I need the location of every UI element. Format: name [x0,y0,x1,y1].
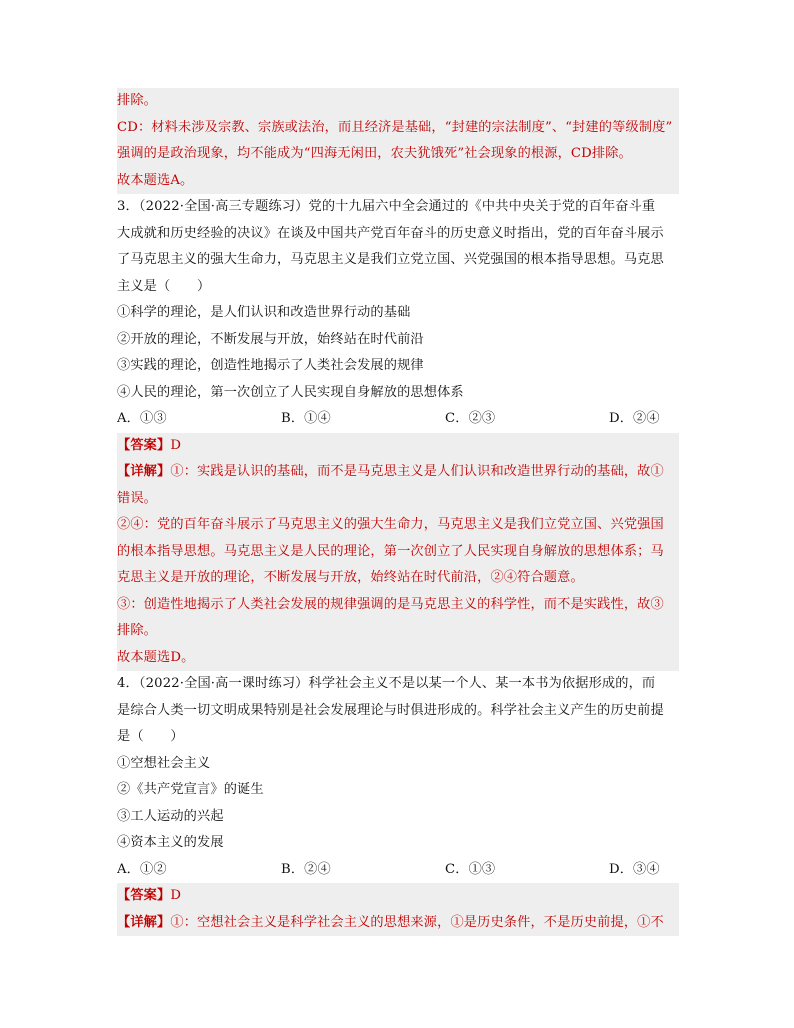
question-4 [117,671,679,936]
explanation-line: 排除。 [117,88,679,115]
detail-text: ①：空想社会主义是科学社会主义的思想来源，①是历史条件，不是历史前提，①不 [170,914,664,930]
detail-line: ②④：党的百年奋斗展示了马克思主义的强大生命力，马克思主义是我们立党立国、兴党强国 [117,512,679,539]
detail-text: ①：实践是认识的基础，而不是马克思主义是人们认识和改造世界行动的基础，故① [170,464,664,479]
answer-label: 【答案】 [117,888,171,903]
statement-item: ①空想社会主义 [117,755,211,771]
option-a: A．①② [117,861,167,877]
prev-explanation [117,88,679,194]
answer-options [117,406,679,433]
statement-item: ②《共产党宣言》的诞生 [117,782,264,797]
explanation-line: CD：材料未涉及宗教、宗族或法治，而且经济是基础，“封建的宗法制度”、“封建的等级制度” [117,115,679,142]
question-stem-line: 大成就和历史经验的决议》在谈及中国共产党百年奋斗的历史意义时指出，党的百年奋斗展示 [117,225,664,241]
option-c: C．①③ [445,861,496,877]
statement-item: ③工人运动的兴起 [117,808,224,824]
document-page [117,88,679,936]
question-stem-line: 是（ ） [117,729,184,744]
answer-label: 【答案】 [117,437,171,453]
answer-value: D [170,888,182,903]
explanation-line: 强调的是政治现象，均不能成为“四海无闲田，农夫犹饿死”社会现象的根源，CD排除。 [117,141,679,168]
detail-label: 【详解】 [117,464,171,479]
statement-item: ③实践的理论，创造性地揭示了人类社会发展的规律 [117,358,424,373]
answer-line [117,433,679,460]
detail-line: 故本题选D。 [117,645,679,672]
detail-line: ③：创造性地揭示了人类社会发展的规律强调的是马克思主义的科学性，而不是实践性，故③ [117,592,679,619]
option-b: B．①④ [281,411,331,426]
statement-item: ①科学的理论，是人们认识和改造世界行动的基础 [117,305,411,320]
explanation-line: 故本题选A。 [117,168,679,195]
question-stem-line: 3．（2022·全国·高三专题练习）党的十九届六中全会通过的《中共中央关于党的百年奋斗重 [117,199,656,214]
answer-line [117,883,679,910]
detail-line [117,910,679,937]
detail-line: 排除。 [117,618,679,645]
question-stem-line: 主义是（ ） [117,278,211,294]
detail-line: 错误。 [117,486,679,513]
question-stem-line: 是综合人类一切文明成果特别是社会发展理论与时俱进形成的。科学社会主义产生的历史前提 [117,702,664,718]
detail-label: 【详解】 [117,914,171,930]
option-d: D．②④ [609,411,660,426]
question-3 [117,194,679,671]
option-a: A．①③ [117,411,167,426]
option-b: B．②④ [281,861,331,877]
detail-line [117,459,679,486]
answer-value: D [170,437,182,453]
option-d: D．③④ [609,861,660,877]
option-c: C．②③ [445,411,496,426]
statement-item: ②开放的理论，不断发展与开放，始终站在时代前沿 [117,331,424,347]
statement-item: ④人民的理论，第一次创立了人民实现自身解放的思想体系 [117,384,464,400]
detail-line: 克思主义是开放的理论，不断发展与开放，始终站在时代前沿，②④符合题意。 [117,565,679,592]
detail-line: 的根本指导思想。马克思主义是人民的理论，第一次创立了人民实现自身解放的思想体系；马 [117,539,679,566]
question-stem-line: 了马克思主义的强大生命力，马克思主义是我们立党立国、兴党强国的根本指导思想。马克思 [117,252,664,267]
statement-item: ④资本主义的发展 [117,835,224,850]
question-stem-line: 4．（2022·全国·高一课时练习）科学社会主义不是以某一个人、某一本书为依据形成的，而 [117,676,656,691]
answer-options [117,857,679,884]
